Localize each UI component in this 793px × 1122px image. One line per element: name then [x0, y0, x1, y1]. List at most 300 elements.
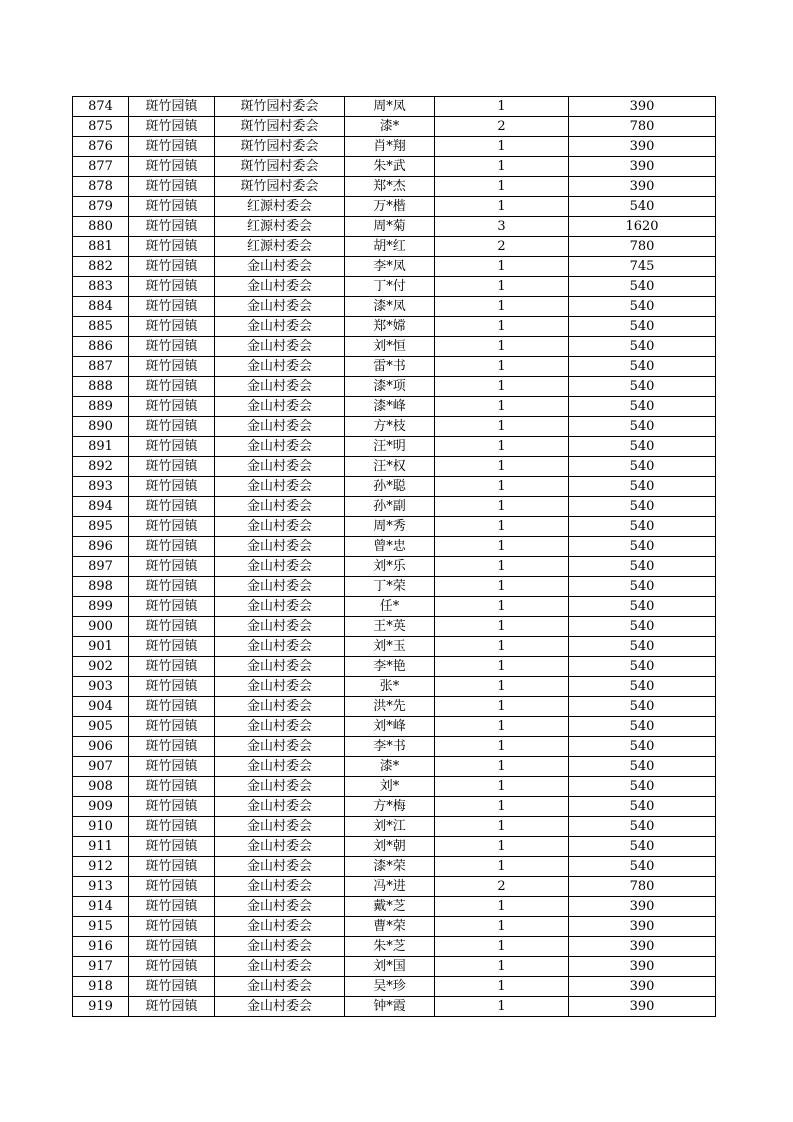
row-number-cell: 894: [73, 497, 129, 517]
name-cell: 李*艳: [345, 657, 435, 677]
town-cell: 斑竹园镇: [129, 517, 215, 537]
amount-cell: 540: [569, 817, 716, 837]
name-cell: 周*菊: [345, 217, 435, 237]
table-row: [73, 937, 716, 957]
village-committee-cell: 金山村委会: [215, 657, 345, 677]
row-number-cell: 890: [73, 417, 129, 437]
amount-cell: 540: [569, 837, 716, 857]
row-number-cell: 879: [73, 197, 129, 217]
amount-cell: 780: [569, 237, 716, 257]
village-committee-cell: 金山村委会: [215, 557, 345, 577]
amount-cell: 540: [569, 497, 716, 517]
count-cell: 1: [435, 377, 569, 397]
name-cell: 朱*武: [345, 157, 435, 177]
table-row: [73, 577, 716, 597]
town-cell: 斑竹园镇: [129, 157, 215, 177]
name-cell: 刘*朝: [345, 837, 435, 857]
count-cell: 1: [435, 157, 569, 177]
row-number-cell: 874: [73, 97, 129, 117]
row-number-cell: 900: [73, 617, 129, 637]
amount-cell: 540: [569, 797, 716, 817]
village-committee-cell: 金山村委会: [215, 257, 345, 277]
table-row: [73, 857, 716, 877]
count-cell: 1: [435, 317, 569, 337]
count-cell: 1: [435, 337, 569, 357]
name-cell: 任*: [345, 597, 435, 617]
row-number-cell: 889: [73, 397, 129, 417]
table-row: [73, 457, 716, 477]
town-cell: 斑竹园镇: [129, 737, 215, 757]
name-cell: 漆*: [345, 757, 435, 777]
count-cell: 1: [435, 257, 569, 277]
amount-cell: 540: [569, 457, 716, 477]
town-cell: 斑竹园镇: [129, 577, 215, 597]
amount-cell: 540: [569, 637, 716, 657]
count-cell: 1: [435, 737, 569, 757]
name-cell: 周*秀: [345, 517, 435, 537]
count-cell: 2: [435, 117, 569, 137]
village-committee-cell: 金山村委会: [215, 537, 345, 557]
village-committee-cell: 金山村委会: [215, 477, 345, 497]
name-cell: 雷*书: [345, 357, 435, 377]
count-cell: 1: [435, 417, 569, 437]
name-cell: 汪*明: [345, 437, 435, 457]
row-number-cell: 881: [73, 237, 129, 257]
town-cell: 斑竹园镇: [129, 977, 215, 997]
count-cell: 1: [435, 797, 569, 817]
name-cell: 漆*项: [345, 377, 435, 397]
amount-cell: 540: [569, 377, 716, 397]
town-cell: 斑竹园镇: [129, 377, 215, 397]
village-committee-cell: 金山村委会: [215, 677, 345, 697]
row-number-cell: 908: [73, 777, 129, 797]
town-cell: 斑竹园镇: [129, 557, 215, 577]
name-cell: 刘*: [345, 777, 435, 797]
village-committee-cell: 金山村委会: [215, 857, 345, 877]
town-cell: 斑竹园镇: [129, 217, 215, 237]
village-committee-cell: 金山村委会: [215, 617, 345, 637]
table-row: [73, 897, 716, 917]
name-cell: 曾*忠: [345, 537, 435, 557]
row-number-cell: 876: [73, 137, 129, 157]
village-committee-cell: 金山村委会: [215, 957, 345, 977]
count-cell: 1: [435, 517, 569, 537]
name-cell: 刘*乐: [345, 557, 435, 577]
row-number-cell: 887: [73, 357, 129, 377]
name-cell: 孙*副: [345, 497, 435, 517]
table-row: [73, 137, 716, 157]
count-cell: 1: [435, 537, 569, 557]
table-row: [73, 497, 716, 517]
name-cell: 刘*峰: [345, 717, 435, 737]
name-cell: 孙*聪: [345, 477, 435, 497]
table-row: [73, 257, 716, 277]
name-cell: 刘*玉: [345, 637, 435, 657]
name-cell: 李*凤: [345, 257, 435, 277]
amount-cell: 745: [569, 257, 716, 277]
table-row: [73, 237, 716, 257]
village-committee-cell: 红源村委会: [215, 217, 345, 237]
village-committee-cell: 金山村委会: [215, 377, 345, 397]
count-cell: 1: [435, 197, 569, 217]
town-cell: 斑竹园镇: [129, 917, 215, 937]
table-row: [73, 597, 716, 617]
village-committee-cell: 金山村委会: [215, 797, 345, 817]
village-committee-cell: 金山村委会: [215, 837, 345, 857]
village-committee-cell: 金山村委会: [215, 937, 345, 957]
count-cell: 1: [435, 937, 569, 957]
table-row: [73, 337, 716, 357]
count-cell: 1: [435, 557, 569, 577]
row-number-cell: 875: [73, 117, 129, 137]
table-row: [73, 977, 716, 997]
count-cell: 1: [435, 717, 569, 737]
amount-cell: 390: [569, 917, 716, 937]
table-row: [73, 717, 716, 737]
table-row: [73, 637, 716, 657]
table-row: [73, 957, 716, 977]
amount-cell: 780: [569, 877, 716, 897]
name-cell: 戴*芝: [345, 897, 435, 917]
row-number-cell: 917: [73, 957, 129, 977]
name-cell: 漆*: [345, 117, 435, 137]
row-number-cell: 903: [73, 677, 129, 697]
village-committee-cell: 金山村委会: [215, 357, 345, 377]
village-committee-cell: 金山村委会: [215, 437, 345, 457]
town-cell: 斑竹园镇: [129, 97, 215, 117]
count-cell: 1: [435, 777, 569, 797]
count-cell: 1: [435, 917, 569, 937]
row-number-cell: 906: [73, 737, 129, 757]
town-cell: 斑竹园镇: [129, 397, 215, 417]
village-committee-cell: 金山村委会: [215, 817, 345, 837]
row-number-cell: 878: [73, 177, 129, 197]
row-number-cell: 913: [73, 877, 129, 897]
amount-cell: 540: [569, 737, 716, 757]
amount-cell: 540: [569, 717, 716, 737]
row-number-cell: 911: [73, 837, 129, 857]
town-cell: 斑竹园镇: [129, 657, 215, 677]
town-cell: 斑竹园镇: [129, 957, 215, 977]
name-cell: 汪*权: [345, 457, 435, 477]
name-cell: 郑*杰: [345, 177, 435, 197]
table-row: [73, 537, 716, 557]
town-cell: 斑竹园镇: [129, 597, 215, 617]
row-number-cell: 902: [73, 657, 129, 677]
table-row: [73, 657, 716, 677]
amount-cell: 390: [569, 137, 716, 157]
town-cell: 斑竹园镇: [129, 997, 215, 1017]
row-number-cell: 916: [73, 937, 129, 957]
table-row: [73, 917, 716, 937]
row-number-cell: 895: [73, 517, 129, 537]
row-number-cell: 886: [73, 337, 129, 357]
town-cell: 斑竹园镇: [129, 937, 215, 957]
village-committee-cell: 金山村委会: [215, 597, 345, 617]
name-cell: 丁*荣: [345, 577, 435, 597]
village-committee-cell: 金山村委会: [215, 917, 345, 937]
town-cell: 斑竹园镇: [129, 457, 215, 477]
village-committee-cell: 金山村委会: [215, 277, 345, 297]
row-number-cell: 914: [73, 897, 129, 917]
amount-cell: 540: [569, 197, 716, 217]
town-cell: 斑竹园镇: [129, 757, 215, 777]
table-row: [73, 117, 716, 137]
count-cell: 1: [435, 357, 569, 377]
name-cell: 周*凤: [345, 97, 435, 117]
amount-cell: 540: [569, 337, 716, 357]
row-number-cell: 897: [73, 557, 129, 577]
count-cell: 1: [435, 397, 569, 417]
count-cell: 1: [435, 857, 569, 877]
town-cell: 斑竹园镇: [129, 477, 215, 497]
row-number-cell: 880: [73, 217, 129, 237]
village-committee-cell: 金山村委会: [215, 577, 345, 597]
table-row: [73, 757, 716, 777]
name-cell: 漆*荣: [345, 857, 435, 877]
row-number-cell: 877: [73, 157, 129, 177]
table-row: [73, 877, 716, 897]
village-committee-cell: 金山村委会: [215, 737, 345, 757]
name-cell: 朱*芝: [345, 937, 435, 957]
village-committee-cell: 金山村委会: [215, 317, 345, 337]
village-committee-cell: 金山村委会: [215, 717, 345, 737]
village-committee-cell: 金山村委会: [215, 697, 345, 717]
table-row: [73, 477, 716, 497]
count-cell: 1: [435, 177, 569, 197]
amount-cell: 540: [569, 437, 716, 457]
amount-cell: 540: [569, 397, 716, 417]
count-cell: 1: [435, 837, 569, 857]
amount-cell: 390: [569, 97, 716, 117]
amount-cell: 780: [569, 117, 716, 137]
row-number-cell: 892: [73, 457, 129, 477]
amount-cell: 540: [569, 417, 716, 437]
amount-cell: 1620: [569, 217, 716, 237]
count-cell: 1: [435, 477, 569, 497]
name-cell: 漆*凤: [345, 297, 435, 317]
row-number-cell: 898: [73, 577, 129, 597]
name-cell: 郑*嫦: [345, 317, 435, 337]
count-cell: 1: [435, 137, 569, 157]
amount-cell: 540: [569, 657, 716, 677]
village-committee-cell: 金山村委会: [215, 297, 345, 317]
village-committee-cell: 金山村委会: [215, 457, 345, 477]
count-cell: 1: [435, 677, 569, 697]
town-cell: 斑竹园镇: [129, 857, 215, 877]
village-committee-cell: 金山村委会: [215, 397, 345, 417]
village-committee-cell: 金山村委会: [215, 777, 345, 797]
name-cell: 曹*荣: [345, 917, 435, 937]
count-cell: 1: [435, 437, 569, 457]
count-cell: 1: [435, 817, 569, 837]
amount-cell: 540: [569, 757, 716, 777]
row-number-cell: 910: [73, 817, 129, 837]
name-cell: 刘*恒: [345, 337, 435, 357]
name-cell: 张*: [345, 677, 435, 697]
row-number-cell: 909: [73, 797, 129, 817]
table-row: [73, 617, 716, 637]
count-cell: 1: [435, 617, 569, 637]
row-number-cell: 899: [73, 597, 129, 617]
records-table: [72, 96, 716, 1017]
village-committee-cell: 金山村委会: [215, 497, 345, 517]
amount-cell: 540: [569, 677, 716, 697]
town-cell: 斑竹园镇: [129, 777, 215, 797]
town-cell: 斑竹园镇: [129, 357, 215, 377]
amount-cell: 540: [569, 357, 716, 377]
name-cell: 方*枝: [345, 417, 435, 437]
name-cell: 王*英: [345, 617, 435, 637]
table-row: [73, 737, 716, 757]
table-row: [73, 817, 716, 837]
count-cell: 1: [435, 277, 569, 297]
row-number-cell: 888: [73, 377, 129, 397]
town-cell: 斑竹园镇: [129, 797, 215, 817]
row-number-cell: 891: [73, 437, 129, 457]
count-cell: 2: [435, 877, 569, 897]
village-committee-cell: 斑竹园村委会: [215, 157, 345, 177]
town-cell: 斑竹园镇: [129, 837, 215, 857]
amount-cell: 540: [569, 577, 716, 597]
table-row: [73, 797, 716, 817]
row-number-cell: 893: [73, 477, 129, 497]
amount-cell: 540: [569, 477, 716, 497]
name-cell: 钟*霞: [345, 997, 435, 1017]
name-cell: 方*梅: [345, 797, 435, 817]
row-number-cell: 912: [73, 857, 129, 877]
table-row: [73, 177, 716, 197]
table-row: [73, 417, 716, 437]
table-row: [73, 197, 716, 217]
village-committee-cell: 斑竹园村委会: [215, 117, 345, 137]
count-cell: 1: [435, 997, 569, 1017]
count-cell: 1: [435, 757, 569, 777]
village-committee-cell: 金山村委会: [215, 417, 345, 437]
row-number-cell: 896: [73, 537, 129, 557]
table-row: [73, 397, 716, 417]
table-row: [73, 437, 716, 457]
table-row: [73, 277, 716, 297]
count-cell: 1: [435, 977, 569, 997]
town-cell: 斑竹园镇: [129, 337, 215, 357]
count-cell: 1: [435, 637, 569, 657]
town-cell: 斑竹园镇: [129, 437, 215, 457]
amount-cell: 540: [569, 517, 716, 537]
town-cell: 斑竹园镇: [129, 417, 215, 437]
name-cell: 万*楷: [345, 197, 435, 217]
town-cell: 斑竹园镇: [129, 137, 215, 157]
name-cell: 胡*红: [345, 237, 435, 257]
count-cell: 1: [435, 97, 569, 117]
town-cell: 斑竹园镇: [129, 277, 215, 297]
name-cell: 漆*峰: [345, 397, 435, 417]
table-row: [73, 297, 716, 317]
amount-cell: 540: [569, 537, 716, 557]
town-cell: 斑竹园镇: [129, 297, 215, 317]
amount-cell: 390: [569, 977, 716, 997]
count-cell: 1: [435, 297, 569, 317]
amount-cell: 540: [569, 597, 716, 617]
name-cell: 刘*江: [345, 817, 435, 837]
row-number-cell: 885: [73, 317, 129, 337]
row-number-cell: 883: [73, 277, 129, 297]
village-committee-cell: 金山村委会: [215, 977, 345, 997]
town-cell: 斑竹园镇: [129, 117, 215, 137]
town-cell: 斑竹园镇: [129, 537, 215, 557]
table-row: [73, 217, 716, 237]
count-cell: 1: [435, 577, 569, 597]
table-row: [73, 557, 716, 577]
village-committee-cell: 金山村委会: [215, 637, 345, 657]
town-cell: 斑竹园镇: [129, 257, 215, 277]
amount-cell: 540: [569, 317, 716, 337]
count-cell: 3: [435, 217, 569, 237]
amount-cell: 390: [569, 157, 716, 177]
amount-cell: 540: [569, 297, 716, 317]
name-cell: 肖*翔: [345, 137, 435, 157]
town-cell: 斑竹园镇: [129, 197, 215, 217]
amount-cell: 390: [569, 897, 716, 917]
town-cell: 斑竹园镇: [129, 497, 215, 517]
table-body: [73, 97, 716, 1017]
town-cell: 斑竹园镇: [129, 317, 215, 337]
town-cell: 斑竹园镇: [129, 717, 215, 737]
town-cell: 斑竹园镇: [129, 637, 215, 657]
amount-cell: 390: [569, 937, 716, 957]
amount-cell: 540: [569, 857, 716, 877]
town-cell: 斑竹园镇: [129, 617, 215, 637]
row-number-cell: 915: [73, 917, 129, 937]
count-cell: 1: [435, 697, 569, 717]
table-row: [73, 677, 716, 697]
row-number-cell: 882: [73, 257, 129, 277]
name-cell: 李*书: [345, 737, 435, 757]
village-committee-cell: 金山村委会: [215, 877, 345, 897]
amount-cell: 390: [569, 997, 716, 1017]
town-cell: 斑竹园镇: [129, 877, 215, 897]
village-committee-cell: 斑竹园村委会: [215, 137, 345, 157]
village-committee-cell: 斑竹园村委会: [215, 177, 345, 197]
village-committee-cell: 红源村委会: [215, 197, 345, 217]
village-committee-cell: 斑竹园村委会: [215, 97, 345, 117]
village-committee-cell: 金山村委会: [215, 997, 345, 1017]
village-committee-cell: 红源村委会: [215, 237, 345, 257]
table-row: [73, 97, 716, 117]
row-number-cell: 919: [73, 997, 129, 1017]
amount-cell: 540: [569, 697, 716, 717]
row-number-cell: 918: [73, 977, 129, 997]
table-row: [73, 777, 716, 797]
row-number-cell: 901: [73, 637, 129, 657]
count-cell: 1: [435, 497, 569, 517]
amount-cell: 540: [569, 777, 716, 797]
table-row: [73, 697, 716, 717]
count-cell: 1: [435, 457, 569, 477]
table-row: [73, 377, 716, 397]
count-cell: 2: [435, 237, 569, 257]
table-row: [73, 517, 716, 537]
town-cell: 斑竹园镇: [129, 177, 215, 197]
town-cell: 斑竹园镇: [129, 677, 215, 697]
row-number-cell: 884: [73, 297, 129, 317]
town-cell: 斑竹园镇: [129, 817, 215, 837]
name-cell: 丁*付: [345, 277, 435, 297]
name-cell: 吴*珍: [345, 977, 435, 997]
town-cell: 斑竹园镇: [129, 237, 215, 257]
town-cell: 斑竹园镇: [129, 697, 215, 717]
count-cell: 1: [435, 657, 569, 677]
